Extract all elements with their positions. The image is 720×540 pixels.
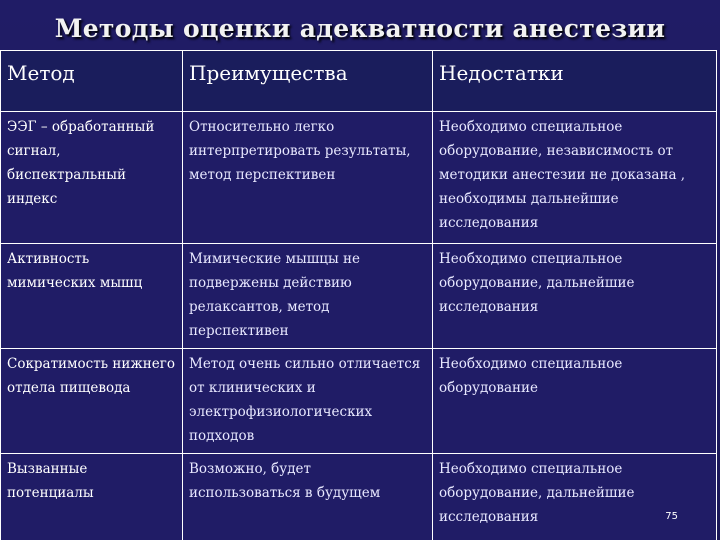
table-header-row bbox=[1, 51, 717, 112]
cell-disadvantages: Необходимо специальное оборудование bbox=[433, 349, 717, 454]
table-row bbox=[1, 112, 717, 244]
table-row bbox=[1, 454, 717, 540]
cell-method: Вызванные потенциалы bbox=[1, 454, 183, 540]
cell-advantages: Метод очень сильно отличается от клинических и электрофизиологических подходов bbox=[183, 349, 433, 454]
cell-advantages: Относительно легко интерпретировать результаты, метод перспективен bbox=[183, 112, 433, 244]
table-row bbox=[1, 349, 717, 454]
header-disadvantages: Недостатки bbox=[433, 51, 717, 112]
cell-method: Активность мимических мышц bbox=[1, 244, 183, 349]
cell-disadvantages: Необходимо специальное оборудование, дальнейшие исследования bbox=[433, 454, 717, 540]
page-number: 75 bbox=[665, 511, 678, 522]
slide-title: Методы оценки адекватности анестезии bbox=[54, 14, 666, 43]
cell-advantages: Мимические мышцы не подвержены действию релаксантов, метод перспективен bbox=[183, 244, 433, 349]
cell-method: ЭЭГ – обработанный сигнал, биспектральный индекс bbox=[1, 112, 183, 244]
header-advantages: Преимущества bbox=[183, 51, 433, 112]
cell-disadvantages: Необходимо специальное оборудование, независимость от методики анестезии не доказана , необходимы дальнейшие исследования bbox=[433, 112, 717, 244]
table-row bbox=[1, 244, 717, 349]
cell-advantages: Возможно, будет использоваться в будущем bbox=[183, 454, 433, 540]
cell-disadvantages: Необходимо специальное оборудование, дальнейшие исследования bbox=[433, 244, 717, 349]
methods-table bbox=[0, 50, 717, 540]
header-method: Метод bbox=[1, 51, 183, 112]
cell-method: Сократимость нижнего отдела пищевода bbox=[1, 349, 183, 454]
